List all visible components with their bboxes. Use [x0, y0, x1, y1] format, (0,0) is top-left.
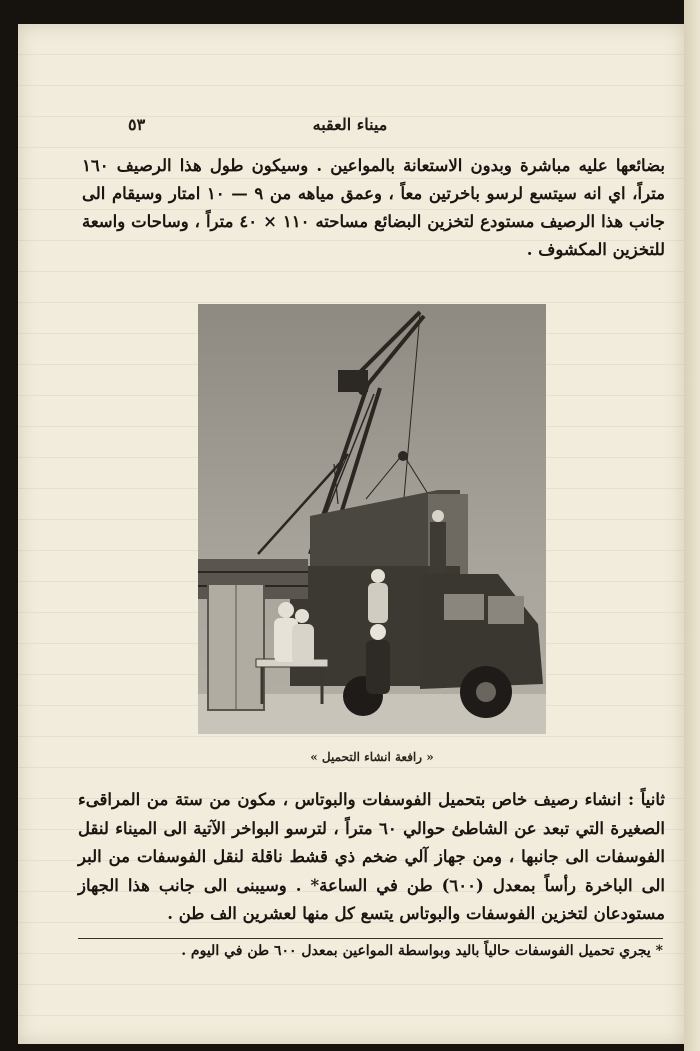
photo-caption: « رافعة انشاء التحميل » — [310, 750, 434, 764]
body-paragraph-1: بضائعها عليه مباشرة وبدون الاستعانة بالمواعين . وسيكون طول هذا الرصيف ١٦٠ متراً، اي انه سيتسع لرسو باخرتين معاً ، وعمق مياهه من ٩ — ١٠ امتار وسيقام الى جانب هذا الرصيف مستودع لتخزين البضائع مساحته ١١٠ × ٤٠ متراً ، وساحات واسعة للتخزين المكشوف . — [82, 156, 666, 259]
chapter-title: ميناء العقبه — [312, 115, 388, 134]
running-header — [90, 115, 610, 143]
footnote-divider — [78, 938, 663, 939]
photo-illustration — [198, 304, 546, 734]
page-number: ٥٣ — [128, 115, 146, 134]
crane-hook — [398, 451, 408, 461]
body-paragraph-2: ثانياً : انشاء رصيف خاص بتحميل الفوسفات والبوتاس ، مكون من ستة من المراقىء الصغيرة التي تبعد عن الشاطئ حوالي ٦٠ متراً ، لترسو البواخر الآتية الى الميناء لنقل الفوسفات الى جانبها ، ومن جهاز آلي ضخم ذي قشط ناقلة لنقل الفوسفات من البر الى الباخرة رأساً بمعدل (٦٠٠) طن في الساعة* . وسيبنى الى جانب هذا الجهاز مستودعان لتخزين الفوسفات والبوتاس يتسع كل منها لعشرين الف طن . — [78, 790, 665, 923]
footnote: * يجري تحميل الفوسفات حالياً باليد وبواسطة المواعين بمعدل ٦٠٠ طن في اليوم . — [181, 943, 663, 959]
crane-cab — [338, 370, 368, 392]
book-spine-edge — [684, 0, 700, 1051]
photograph-crane-loading-truck — [198, 304, 546, 734]
